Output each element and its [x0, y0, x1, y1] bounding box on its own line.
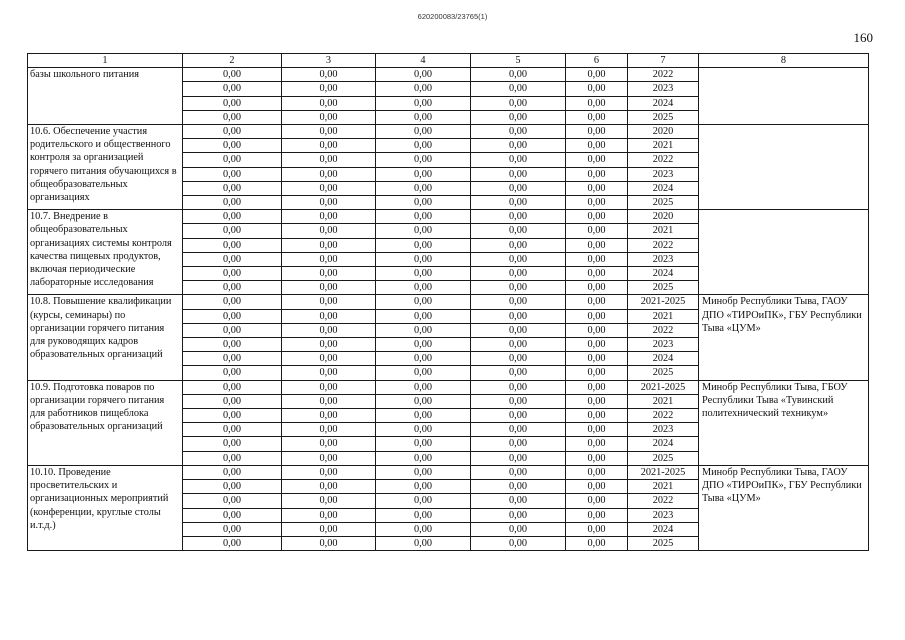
amount-cell: 0,00: [183, 125, 282, 139]
amount-cell: 0,00: [183, 423, 282, 437]
amount-cell: 0,00: [376, 139, 471, 153]
amount-cell: 0,00: [282, 451, 376, 465]
amount-cell: 0,00: [566, 125, 628, 139]
col-header-3: 3: [282, 54, 376, 68]
amount-cell: 0,00: [183, 238, 282, 252]
year-cell: 2021: [628, 224, 699, 238]
amount-cell: 0,00: [282, 96, 376, 110]
amount-cell: 0,00: [566, 181, 628, 195]
amount-cell: 0,00: [471, 224, 566, 238]
amount-cell: 0,00: [183, 465, 282, 479]
amount-cell: 0,00: [471, 366, 566, 380]
amount-cell: 0,00: [376, 536, 471, 550]
amount-cell: 0,00: [183, 252, 282, 266]
amount-cell: 0,00: [471, 380, 566, 394]
amount-cell: 0,00: [376, 68, 471, 82]
amount-cell: 0,00: [376, 480, 471, 494]
amount-cell: 0,00: [376, 167, 471, 181]
amount-cell: 0,00: [566, 309, 628, 323]
amount-cell: 0,00: [566, 465, 628, 479]
amount-cell: 0,00: [282, 409, 376, 423]
amount-cell: 0,00: [183, 352, 282, 366]
amount-cell: 0,00: [566, 96, 628, 110]
amount-cell: 0,00: [471, 338, 566, 352]
amount-cell: 0,00: [471, 68, 566, 82]
table-row: [28, 380, 869, 394]
amount-cell: 0,00: [471, 139, 566, 153]
amount-cell: 0,00: [183, 196, 282, 210]
amount-cell: 0,00: [376, 409, 471, 423]
amount-cell: 0,00: [566, 167, 628, 181]
amount-cell: 0,00: [566, 323, 628, 337]
year-cell: 2023: [628, 508, 699, 522]
amount-cell: 0,00: [282, 153, 376, 167]
amount-cell: 0,00: [376, 394, 471, 408]
amount-cell: 0,00: [183, 536, 282, 550]
amount-cell: 0,00: [471, 394, 566, 408]
amount-cell: 0,00: [376, 181, 471, 195]
amount-cell: 0,00: [376, 96, 471, 110]
amount-cell: 0,00: [282, 68, 376, 82]
amount-cell: 0,00: [566, 281, 628, 295]
amount-cell: 0,00: [566, 139, 628, 153]
amount-cell: 0,00: [471, 82, 566, 96]
table-row: [28, 68, 869, 82]
amount-cell: 0,00: [282, 536, 376, 550]
year-cell: 2021-2025: [628, 380, 699, 394]
activity-name-cell: 10.7. Внедрение в общеобразовательных организациях системы контроля качества пищевых продуктов, включая периодические лабораторные исследования: [28, 210, 183, 295]
year-cell: 2022: [628, 68, 699, 82]
year-cell: 2025: [628, 366, 699, 380]
amount-cell: 0,00: [183, 167, 282, 181]
amount-cell: 0,00: [376, 323, 471, 337]
amount-cell: 0,00: [376, 451, 471, 465]
amount-cell: 0,00: [282, 480, 376, 494]
amount-cell: 0,00: [471, 196, 566, 210]
amount-cell: 0,00: [471, 210, 566, 224]
col-header-4: 4: [376, 54, 471, 68]
col-header-5: 5: [471, 54, 566, 68]
amount-cell: 0,00: [471, 295, 566, 309]
year-cell: 2024: [628, 96, 699, 110]
year-cell: 2024: [628, 267, 699, 281]
amount-cell: 0,00: [471, 536, 566, 550]
amount-cell: 0,00: [376, 196, 471, 210]
year-cell: 2023: [628, 82, 699, 96]
executor-cell: [699, 210, 869, 295]
amount-cell: 0,00: [183, 480, 282, 494]
amount-cell: 0,00: [282, 352, 376, 366]
amount-cell: 0,00: [471, 153, 566, 167]
amount-cell: 0,00: [566, 295, 628, 309]
year-cell: 2022: [628, 494, 699, 508]
amount-cell: 0,00: [183, 451, 282, 465]
amount-cell: 0,00: [282, 437, 376, 451]
amount-cell: 0,00: [566, 494, 628, 508]
amount-cell: 0,00: [282, 465, 376, 479]
amount-cell: 0,00: [376, 267, 471, 281]
year-cell: 2025: [628, 196, 699, 210]
table-row: [28, 465, 869, 479]
amount-cell: 0,00: [566, 508, 628, 522]
amount-cell: 0,00: [282, 508, 376, 522]
amount-cell: 0,00: [566, 522, 628, 536]
amount-cell: 0,00: [183, 224, 282, 238]
header-row: [28, 54, 869, 68]
amount-cell: 0,00: [282, 196, 376, 210]
year-cell: 2021: [628, 480, 699, 494]
amount-cell: 0,00: [376, 210, 471, 224]
year-cell: 2024: [628, 522, 699, 536]
amount-cell: 0,00: [471, 309, 566, 323]
year-cell: 2025: [628, 536, 699, 550]
amount-cell: 0,00: [471, 323, 566, 337]
amount-cell: 0,00: [183, 508, 282, 522]
amount-cell: 0,00: [183, 409, 282, 423]
amount-cell: 0,00: [566, 366, 628, 380]
amount-cell: 0,00: [376, 224, 471, 238]
year-cell: 2021-2025: [628, 465, 699, 479]
amount-cell: 0,00: [183, 181, 282, 195]
amount-cell: 0,00: [183, 380, 282, 394]
amount-cell: 0,00: [566, 68, 628, 82]
amount-cell: 0,00: [566, 252, 628, 266]
col-header-1: 1: [28, 54, 183, 68]
year-cell: 2021: [628, 309, 699, 323]
amount-cell: 0,00: [471, 508, 566, 522]
amount-cell: 0,00: [566, 423, 628, 437]
year-cell: 2024: [628, 181, 699, 195]
amount-cell: 0,00: [566, 82, 628, 96]
amount-cell: 0,00: [183, 139, 282, 153]
amount-cell: 0,00: [183, 494, 282, 508]
amount-cell: 0,00: [183, 522, 282, 536]
year-cell: 2020: [628, 210, 699, 224]
amount-cell: 0,00: [471, 167, 566, 181]
amount-cell: 0,00: [566, 110, 628, 124]
year-cell: 2025: [628, 281, 699, 295]
year-cell: 2022: [628, 153, 699, 167]
amount-cell: 0,00: [566, 267, 628, 281]
activity-name-cell: базы школьного питания: [28, 68, 183, 125]
amount-cell: 0,00: [471, 181, 566, 195]
amount-cell: 0,00: [471, 352, 566, 366]
amount-cell: 0,00: [282, 309, 376, 323]
amount-cell: 0,00: [376, 309, 471, 323]
year-cell: 2025: [628, 110, 699, 124]
amount-cell: 0,00: [282, 139, 376, 153]
col-header-8: 8: [699, 54, 869, 68]
amount-cell: 0,00: [471, 465, 566, 479]
table-row: [28, 125, 869, 139]
amount-cell: 0,00: [566, 451, 628, 465]
activity-name-cell: 10.10. Проведение просветительских и организационных мероприятий (конференции, круглые столы и.т.д.): [28, 465, 183, 550]
amount-cell: 0,00: [471, 423, 566, 437]
amount-cell: 0,00: [566, 380, 628, 394]
amount-cell: 0,00: [183, 267, 282, 281]
executor-cell: Минобр Республики Тыва, ГАОУ ДПО «ТИРОиПК», ГБУ Республики Тыва «ЦУМ»: [699, 295, 869, 380]
col-header-7: 7: [628, 54, 699, 68]
amount-cell: 0,00: [376, 252, 471, 266]
amount-cell: 0,00: [376, 508, 471, 522]
activity-name-cell: 10.8. Повышение квалификации (курсы, семинары) по организации горячего питания для руководящих кадров образовательных организаций: [28, 295, 183, 380]
year-cell: 2021-2025: [628, 295, 699, 309]
amount-cell: 0,00: [282, 338, 376, 352]
table-body: [28, 68, 869, 551]
year-cell: 2021: [628, 139, 699, 153]
amount-cell: 0,00: [566, 536, 628, 550]
year-cell: 2022: [628, 409, 699, 423]
amount-cell: 0,00: [282, 238, 376, 252]
amount-cell: 0,00: [471, 110, 566, 124]
year-cell: 2024: [628, 352, 699, 366]
amount-cell: 0,00: [376, 295, 471, 309]
amount-cell: 0,00: [376, 110, 471, 124]
amount-cell: 0,00: [566, 238, 628, 252]
amount-cell: 0,00: [376, 153, 471, 167]
amount-cell: 0,00: [282, 110, 376, 124]
amount-cell: 0,00: [282, 125, 376, 139]
amount-cell: 0,00: [282, 423, 376, 437]
activity-name-cell: 10.6. Обеспечение участия родительского и общественного контроля за организацией горячего питания обучающихся в общеобразовательных организациях: [28, 125, 183, 210]
amount-cell: 0,00: [282, 224, 376, 238]
amount-cell: 0,00: [376, 352, 471, 366]
amount-cell: 0,00: [376, 125, 471, 139]
amount-cell: 0,00: [183, 210, 282, 224]
amount-cell: 0,00: [471, 267, 566, 281]
amount-cell: 0,00: [471, 437, 566, 451]
amount-cell: 0,00: [471, 522, 566, 536]
amount-cell: 0,00: [566, 437, 628, 451]
table-row: [28, 295, 869, 309]
amount-cell: 0,00: [282, 267, 376, 281]
amount-cell: 0,00: [282, 181, 376, 195]
amount-cell: 0,00: [566, 210, 628, 224]
col-header-6: 6: [566, 54, 628, 68]
amount-cell: 0,00: [282, 366, 376, 380]
amount-cell: 0,00: [376, 522, 471, 536]
amount-cell: 0,00: [376, 465, 471, 479]
amount-cell: 0,00: [376, 238, 471, 252]
amount-cell: 0,00: [282, 281, 376, 295]
amount-cell: 0,00: [183, 96, 282, 110]
amount-cell: 0,00: [566, 153, 628, 167]
amount-cell: 0,00: [566, 338, 628, 352]
amount-cell: 0,00: [183, 323, 282, 337]
amount-cell: 0,00: [471, 494, 566, 508]
table-row: [28, 210, 869, 224]
amount-cell: 0,00: [282, 522, 376, 536]
amount-cell: 0,00: [376, 494, 471, 508]
amount-cell: 0,00: [183, 281, 282, 295]
document-id: 620200083/23765(1): [417, 12, 488, 21]
year-cell: 2023: [628, 423, 699, 437]
year-cell: 2021: [628, 394, 699, 408]
amount-cell: 0,00: [282, 167, 376, 181]
amount-cell: 0,00: [566, 394, 628, 408]
amount-cell: 0,00: [471, 252, 566, 266]
year-cell: 2022: [628, 238, 699, 252]
program-table: [27, 53, 869, 551]
amount-cell: 0,00: [566, 409, 628, 423]
amount-cell: 0,00: [471, 281, 566, 295]
amount-cell: 0,00: [376, 423, 471, 437]
amount-cell: 0,00: [566, 224, 628, 238]
amount-cell: 0,00: [282, 323, 376, 337]
executor-cell: [699, 68, 869, 125]
amount-cell: 0,00: [376, 338, 471, 352]
amount-cell: 0,00: [183, 295, 282, 309]
amount-cell: 0,00: [183, 110, 282, 124]
year-cell: 2023: [628, 252, 699, 266]
amount-cell: 0,00: [376, 281, 471, 295]
year-cell: 2025: [628, 451, 699, 465]
year-cell: 2023: [628, 167, 699, 181]
amount-cell: 0,00: [183, 437, 282, 451]
amount-cell: 0,00: [282, 394, 376, 408]
activity-name-cell: 10.9. Подготовка поваров по организации горячего питания для работников пищеблока образовательных организаций: [28, 380, 183, 465]
amount-cell: 0,00: [282, 380, 376, 394]
amount-cell: 0,00: [282, 210, 376, 224]
year-cell: 2024: [628, 437, 699, 451]
amount-cell: 0,00: [183, 82, 282, 96]
executor-cell: [699, 125, 869, 210]
executor-cell: Минобр Республики Тыва, ГАОУ ДПО «ТИРОиПК», ГБУ Республики Тыва «ЦУМ»: [699, 465, 869, 550]
amount-cell: 0,00: [471, 451, 566, 465]
executor-cell: Минобр Республики Тыва, ГБОУ Республики Тыва «Тувинский политехнический техникум»: [699, 380, 869, 465]
amount-cell: 0,00: [376, 366, 471, 380]
page-number: 160: [853, 30, 873, 45]
year-cell: 2022: [628, 323, 699, 337]
amount-cell: 0,00: [471, 238, 566, 252]
amount-cell: 0,00: [183, 338, 282, 352]
amount-cell: 0,00: [282, 252, 376, 266]
amount-cell: 0,00: [183, 394, 282, 408]
amount-cell: 0,00: [183, 68, 282, 82]
col-header-2: 2: [183, 54, 282, 68]
amount-cell: 0,00: [282, 295, 376, 309]
amount-cell: 0,00: [471, 96, 566, 110]
year-cell: 2020: [628, 125, 699, 139]
amount-cell: 0,00: [471, 480, 566, 494]
amount-cell: 0,00: [566, 352, 628, 366]
amount-cell: 0,00: [471, 125, 566, 139]
amount-cell: 0,00: [566, 480, 628, 494]
amount-cell: 0,00: [183, 153, 282, 167]
amount-cell: 0,00: [183, 366, 282, 380]
amount-cell: 0,00: [376, 380, 471, 394]
amount-cell: 0,00: [282, 494, 376, 508]
year-cell: 2023: [628, 338, 699, 352]
amount-cell: 0,00: [376, 82, 471, 96]
amount-cell: 0,00: [183, 309, 282, 323]
amount-cell: 0,00: [282, 82, 376, 96]
amount-cell: 0,00: [376, 437, 471, 451]
amount-cell: 0,00: [471, 409, 566, 423]
amount-cell: 0,00: [566, 196, 628, 210]
